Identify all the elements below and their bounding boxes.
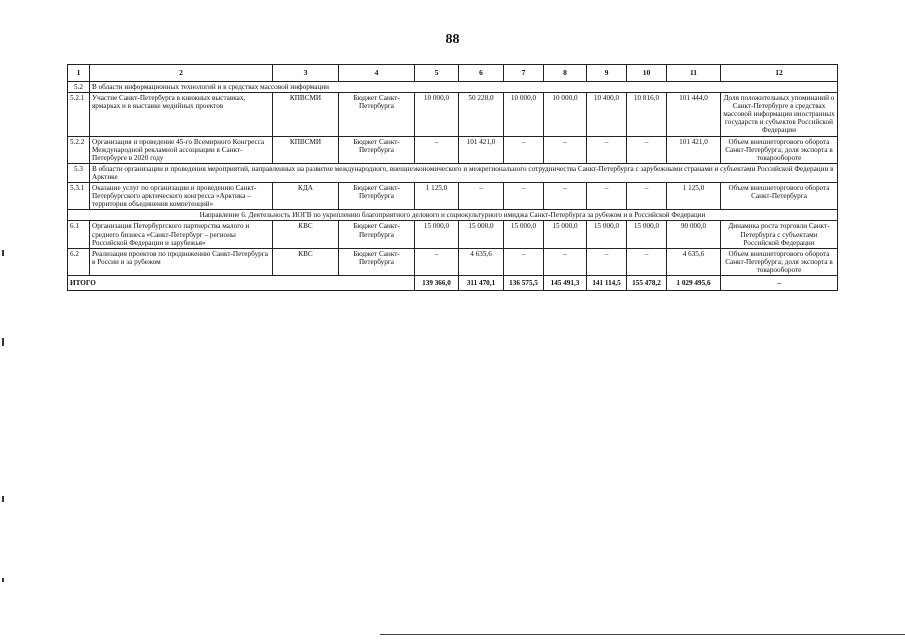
item-number: 5.3.1 — [68, 183, 90, 210]
value-cell: 1 125,0 — [415, 183, 459, 210]
value-cell: – — [627, 248, 667, 275]
margin-mark — [2, 578, 4, 582]
value-cell: – — [415, 248, 459, 275]
value-cell: – — [627, 136, 667, 163]
value-cell: 10 000,0 — [415, 93, 459, 136]
value-cell: 50 228,0 — [459, 93, 504, 136]
indicator: Доля положительных упоминаний о Санкт-Петербурге в средствах массовой информации иностранных государств и субъектов Российской Федерации — [721, 93, 838, 136]
value-cell: – — [415, 136, 459, 163]
table-row — [68, 248, 838, 275]
column-number: 2 — [90, 65, 273, 82]
value-cell: – — [587, 183, 627, 210]
direction-row — [68, 210, 838, 221]
section-title: В области информационных технологий и в средствах массовой информации — [90, 82, 838, 93]
value-cell: 15 000,0 — [415, 221, 459, 248]
value-cell: 15 000,0 — [459, 221, 504, 248]
section-row — [68, 82, 838, 93]
total-value: 145 491,3 — [544, 275, 587, 290]
executor: КДА — [273, 183, 339, 210]
value-cell: 10 000,0 — [504, 93, 544, 136]
column-number: 3 — [273, 65, 339, 82]
total-value: 155 478,2 — [627, 275, 667, 290]
table-row — [68, 183, 838, 210]
value-cell: 15 000,0 — [504, 221, 544, 248]
value-cell: 15 000,0 — [627, 221, 667, 248]
margin-mark — [2, 250, 4, 256]
funding-source: Бюджет Санкт-Петербурга — [339, 248, 415, 275]
indicator: Объем внешнеторгового оборота Санкт-Петербурга — [721, 183, 838, 210]
item-name: Участие Санкт-Петербурга в книжных выставках, ярмарках и в выставке медийных проектов — [90, 93, 273, 136]
total-indicator: – — [721, 275, 838, 290]
column-number: 11 — [667, 65, 721, 82]
value-cell: 15 000,0 — [587, 221, 627, 248]
indicator: Объем внешнеторгового оборота Санкт-Петербурга; доля экспорта в товарообороте — [721, 248, 838, 275]
executor: КПВСМИ — [273, 136, 339, 163]
item-number: 5.2.2 — [68, 136, 90, 163]
total-value-cell: 101 421,0 — [667, 136, 721, 163]
value-cell: – — [504, 136, 544, 163]
column-number: 8 — [544, 65, 587, 82]
section-title: В области организации и проведения мероприятий, направленных на развитие международного, внешнеэкономического и межрегионального сотрудничества Санкт-Петербурга с зарубежными странами и субъектами Российской Федерации в Арктике — [90, 163, 838, 182]
total-value: 139 366,0 — [415, 275, 459, 290]
value-cell: – — [459, 183, 504, 210]
value-cell: 10 816,0 — [627, 93, 667, 136]
column-number: 7 — [504, 65, 544, 82]
value-cell: – — [627, 183, 667, 210]
total-value-cell: 90 000,0 — [667, 221, 721, 248]
margin-mark — [2, 338, 4, 346]
executor: КВС — [273, 248, 339, 275]
value-cell: – — [544, 248, 587, 275]
value-cell: 10 400,0 — [587, 93, 627, 136]
total-value-cell: 4 635,6 — [667, 248, 721, 275]
executor: КПВСМИ — [273, 93, 339, 136]
funding-source: Бюджет Санкт-Петербурга — [339, 136, 415, 163]
item-number: 6.2 — [68, 248, 90, 275]
item-number: 6.1 — [68, 221, 90, 248]
funding-source: Бюджет Санкт-Петербурга — [339, 221, 415, 248]
page-number: 88 — [445, 32, 460, 47]
total-value: 311 470,1 — [459, 275, 504, 290]
funding-source: Бюджет Санкт-Петербурга — [339, 93, 415, 136]
value-cell: – — [544, 183, 587, 210]
column-number: 12 — [721, 65, 838, 82]
value-cell: – — [587, 136, 627, 163]
grand-total-value: 1 029 495,6 — [667, 275, 721, 290]
value-cell: 10 000,0 — [544, 93, 587, 136]
item-name: Организация Петербургского партнерства малого и среднего бизнеса «Санкт-Петербург – регионы Российской Федерации и зарубежья» — [90, 221, 273, 248]
indicator: Динамика роста торговли Санкт-Петербурга с субъектами Российской Федерации — [721, 221, 838, 248]
column-number: 5 — [415, 65, 459, 82]
section-row — [68, 163, 838, 182]
executor: КВС — [273, 221, 339, 248]
column-number-row — [68, 65, 838, 82]
program-table — [67, 64, 838, 291]
table-row — [68, 221, 838, 248]
value-cell: – — [504, 248, 544, 275]
total-value: 136 575,5 — [504, 275, 544, 290]
table-row — [68, 136, 838, 163]
margin-mark — [2, 496, 4, 502]
item-name: Оказание услуг по организации и проведению Санкт-Петербургского арктического конгресса «Арктика – территория объединения компетенций» — [90, 183, 273, 210]
total-label: ИТОГО — [68, 275, 415, 290]
total-value-cell: 101 444,0 — [667, 93, 721, 136]
item-name: Реализация проектов по продвижению Санкт-Петербурга в России и за рубежом — [90, 248, 273, 275]
total-value: 141 114,5 — [587, 275, 627, 290]
indicator: Объем внешнеторгового оборота Санкт-Петербурга; доля экспорта в товарообороте — [721, 136, 838, 163]
bottom-rule — [380, 634, 905, 635]
value-cell: – — [587, 248, 627, 275]
value-cell: 15 000,0 — [544, 221, 587, 248]
total-value-cell: 1 125,0 — [667, 183, 721, 210]
column-number: 9 — [587, 65, 627, 82]
total-row — [68, 275, 838, 290]
funding-source: Бюджет Санкт-Петербурга — [339, 183, 415, 210]
value-cell: – — [504, 183, 544, 210]
column-number: 4 — [339, 65, 415, 82]
column-number: 1 — [68, 65, 90, 82]
direction-title: Направление 6. Деятельность ИОГВ по укреплению благоприятного делового и социокультурного имиджа Санкт-Петербурга за рубежом и в Российской Федерации — [68, 210, 838, 221]
value-cell: 101 421,0 — [459, 136, 504, 163]
section-number: 5.2 — [68, 82, 90, 93]
item-name: Организация и проведение 45-го Всемирного Конгресса Международной рекламной ассоциации в Санкт-Петербурге в 2020 году — [90, 136, 273, 163]
value-cell: – — [544, 136, 587, 163]
table-row — [68, 93, 838, 136]
value-cell: 4 635,6 — [459, 248, 504, 275]
section-number: 5.3 — [68, 163, 90, 182]
column-number: 6 — [459, 65, 504, 82]
column-number: 10 — [627, 65, 667, 82]
item-number: 5.2.1 — [68, 93, 90, 136]
